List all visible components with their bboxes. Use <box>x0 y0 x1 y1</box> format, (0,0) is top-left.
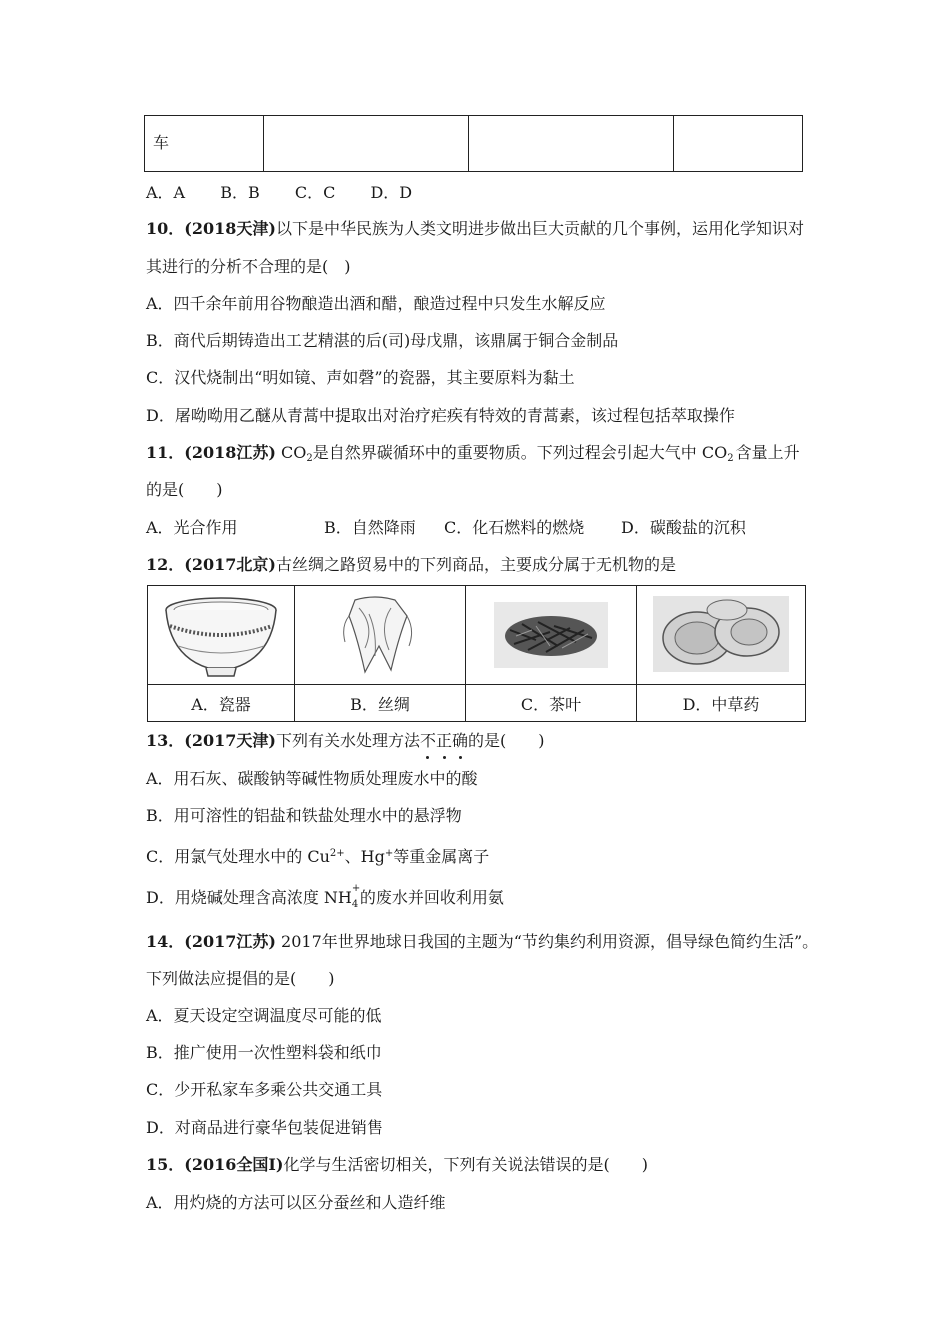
q13-nh4-sub: 4 <box>351 898 359 910</box>
q13-option-d-1: D．用烧碱处理含高浓度 NH <box>146 888 352 907</box>
q13-option-c-2: 、Hg <box>344 847 385 866</box>
q13-cu-charge: 2+ <box>329 848 345 859</box>
q11-stem-c: 含量上升 <box>735 443 800 462</box>
q13-emph-char: 正 <box>436 729 452 753</box>
q14-stem-line2: 下列做法应提倡的是( ) <box>146 969 335 988</box>
q11-stem-b: 是自然界碳循环中的重要物质。下列过程会引起大气中 CO <box>312 443 728 462</box>
q13-option-b: B．用可溶性的铝盐和铁盐处理水中的悬浮物 <box>146 806 462 825</box>
q9-option-d: D．D <box>370 183 413 202</box>
q11-sub-2b: 2 <box>727 453 734 464</box>
top-table-cell <box>674 116 803 172</box>
q12-source: (2017北京) <box>184 555 276 574</box>
caption-silk: B．丝绸 <box>295 685 466 722</box>
q11-option-a: A．光合作用 <box>146 518 238 537</box>
q13-option-c-3: 等重金属离子 <box>393 847 490 866</box>
porcelain-bowl-icon <box>148 586 294 684</box>
q11-sub-2a: 2 <box>306 453 313 464</box>
q12-image-table <box>147 585 806 722</box>
q13-emph-char: 确 <box>452 729 468 753</box>
q11-number: 11． <box>146 443 185 462</box>
q10-option-b: B．商代后期铸造出工艺精湛的后(司)母戊鼎，该鼎属于铜合金制品 <box>146 331 619 350</box>
q11-option-d: D．碳酸盐的沉积 <box>621 518 746 537</box>
q13-option-d-2: 的废水并回收利用氨 <box>359 888 504 907</box>
q14-number: 14． <box>146 932 185 951</box>
q13-emph-char: 不 <box>420 729 436 753</box>
q9-option-b: B．B <box>220 183 260 202</box>
q10-option-d: D．屠呦呦用乙醚从青蒿中提取出对治疗疟疾有特效的青蒿素，该过程包括萃取操作 <box>146 406 735 425</box>
q15-stem <box>146 1153 648 1177</box>
q13-hg-charge: + <box>384 848 394 859</box>
q15-source: (2016全国I) <box>184 1155 284 1174</box>
q10-stem-line2: 其进行的分析不合理的是( ) <box>146 257 351 276</box>
q14-option-b: B．推广使用一次性塑料袋和纸巾 <box>146 1043 382 1062</box>
q11-option-b: B．自然降雨 <box>324 518 416 537</box>
q13-number: 13． <box>146 731 185 750</box>
q14-source: (2017江苏) <box>184 932 276 951</box>
q9-option-c: C．C <box>294 183 336 202</box>
top-table-label-cell <box>145 116 264 172</box>
top-table-row-label: 车 <box>153 133 170 152</box>
silk-scarf-icon <box>295 586 465 684</box>
q13-source: (2017天津) <box>184 731 276 750</box>
q10-stem-line1 <box>146 217 804 241</box>
top-table-cell <box>469 116 674 172</box>
tea-cell <box>466 586 637 685</box>
q13-option-c-1: C．用氯气处理水中的 Cu <box>146 847 330 866</box>
q13-option-d <box>146 882 504 910</box>
q10-number: 10． <box>146 219 185 238</box>
porcelain-cell <box>148 586 295 685</box>
q15-option-a: A．用灼烧的方法可以区分蚕丝和人造纤维 <box>146 1193 446 1212</box>
tea-leaves-icon <box>466 586 636 684</box>
q12-stem <box>146 553 676 577</box>
q9-option-a: A．A <box>146 183 186 202</box>
q11-option-c: C．化石燃料的燃烧 <box>444 518 585 537</box>
q14-stem-1: 2017年世界地球日我国的主题为“节约集约利用资源，倡导绿色简约生活”。 <box>275 932 819 951</box>
herbal-medicine-icon <box>637 586 805 684</box>
q11-stem-a: CO <box>275 443 307 462</box>
q15-stem-text: 化学与生活密切相关，下列有关说法错误的是( ) <box>283 1155 648 1174</box>
silk-cell <box>295 586 466 685</box>
q13-option-c <box>146 842 489 866</box>
caption-porcelain: A．瓷器 <box>148 685 295 722</box>
q9-options <box>146 181 412 205</box>
q11-source: (2018江苏) <box>184 443 276 462</box>
q13-stem-a: 下列有关水处理方法 <box>275 731 420 750</box>
q10-source: (2018天津) <box>184 219 276 238</box>
caption-herbal: D．中草药 <box>637 685 806 722</box>
q13-stem-b: 的是( ) <box>468 731 545 750</box>
q15-number: 15． <box>146 1155 185 1174</box>
q11-stem-line2: 的是( ) <box>146 480 223 499</box>
q13-stem <box>146 729 545 753</box>
q10-stem-1: 以下是中华民族为人类文明进步做出巨大贡献的几个事例，运用化学知识对 <box>275 219 804 238</box>
q13-nh4-sup: + <box>351 882 361 894</box>
q12-stem-text: 古丝绸之路贸易中的下列商品，主要成分属于无机物的是 <box>275 555 676 574</box>
top-table <box>144 115 803 172</box>
caption-tea: C．茶叶 <box>466 685 637 722</box>
q12-number: 12． <box>146 555 185 574</box>
q14-stem-line1 <box>146 930 818 954</box>
q13-nh4-ion <box>351 882 361 910</box>
herbal-cell <box>637 586 806 685</box>
q10-option-a: A．四千余年前用谷物酿造出酒和醋，酿造过程中只发生水解反应 <box>146 294 606 313</box>
q11-stem-line1 <box>146 441 800 465</box>
q10-option-c: C．汉代烧制出“明如镜、声如磬”的瓷器，其主要原料为黏土 <box>146 368 575 387</box>
q14-option-c: C．少开私家车多乘公共交通工具 <box>146 1080 383 1099</box>
q13-option-a: A．用石灰、碳酸钠等碱性物质处理废水中的酸 <box>146 769 478 788</box>
q14-option-d: D．对商品进行豪华包装促进销售 <box>146 1118 383 1137</box>
top-table-cell <box>264 116 469 172</box>
q14-option-a: A．夏天设定空调温度尽可能的低 <box>146 1006 382 1025</box>
